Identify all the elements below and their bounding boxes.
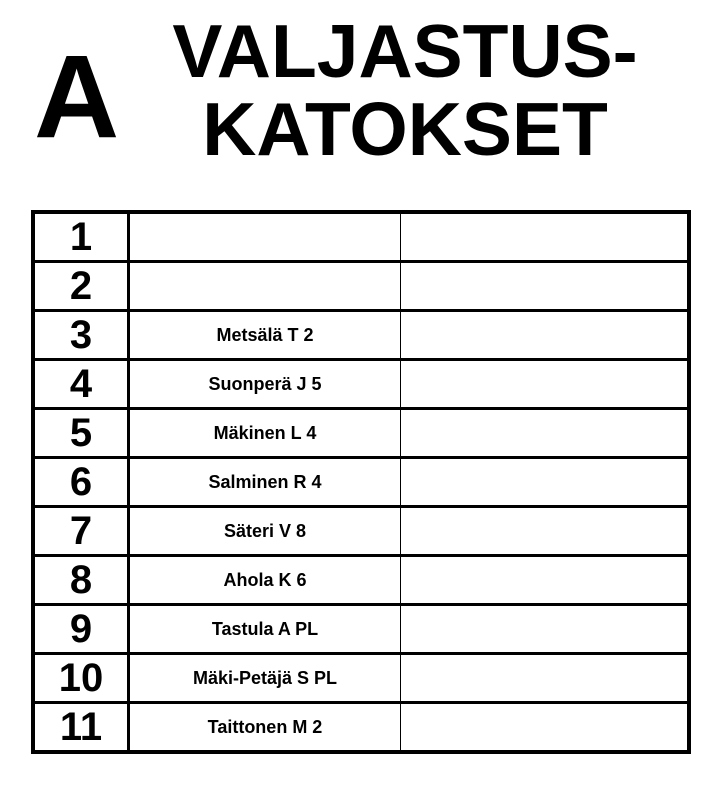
- row-extra: [401, 703, 690, 753]
- row-name: Mäkinen L 4: [129, 409, 401, 458]
- row-extra: [401, 409, 690, 458]
- row-extra: [401, 654, 690, 703]
- table-row: [33, 360, 689, 409]
- title-line-2: KATOKSET: [202, 87, 608, 171]
- section-letter: A: [34, 31, 118, 163]
- row-number: 5: [33, 409, 129, 458]
- row-extra: [401, 507, 690, 556]
- table-row: [33, 262, 689, 311]
- title-line-1: VALJASTUS-: [172, 9, 638, 93]
- row-extra: [401, 458, 690, 507]
- row-number: 7: [33, 507, 129, 556]
- row-extra: [401, 360, 690, 409]
- table-row: [33, 654, 689, 703]
- row-extra: [401, 556, 690, 605]
- row-extra: [401, 262, 690, 311]
- table-row: [33, 212, 689, 262]
- row-extra: [401, 311, 690, 360]
- row-number: 11: [33, 703, 129, 753]
- table-row: [33, 311, 689, 360]
- table-row: [33, 458, 689, 507]
- row-number: 2: [33, 262, 129, 311]
- row-number: 9: [33, 605, 129, 654]
- table-row: [33, 556, 689, 605]
- row-name: Ahola K 6: [129, 556, 401, 605]
- row-name: [129, 262, 401, 311]
- row-name: Tastula A PL: [129, 605, 401, 654]
- table-row: [33, 507, 689, 556]
- table-row: [33, 703, 689, 753]
- row-extra: [401, 212, 690, 262]
- row-name: Salminen R 4: [129, 458, 401, 507]
- row-number: 1: [33, 212, 129, 262]
- row-name: Suonperä J 5: [129, 360, 401, 409]
- table-row: [33, 605, 689, 654]
- row-extra: [401, 605, 690, 654]
- row-number: 4: [33, 360, 129, 409]
- row-name: Mäki-Petäjä S PL: [129, 654, 401, 703]
- page-title: [150, 9, 660, 171]
- row-name: Metsälä T 2: [129, 311, 401, 360]
- row-name: [129, 212, 401, 262]
- row-number: 8: [33, 556, 129, 605]
- row-name: Taittonen M 2: [129, 703, 401, 753]
- table-row: [33, 409, 689, 458]
- row-name: Säteri V 8: [129, 507, 401, 556]
- row-number: 3: [33, 311, 129, 360]
- row-number: 10: [33, 654, 129, 703]
- row-number: 6: [33, 458, 129, 507]
- stall-table: [31, 210, 691, 754]
